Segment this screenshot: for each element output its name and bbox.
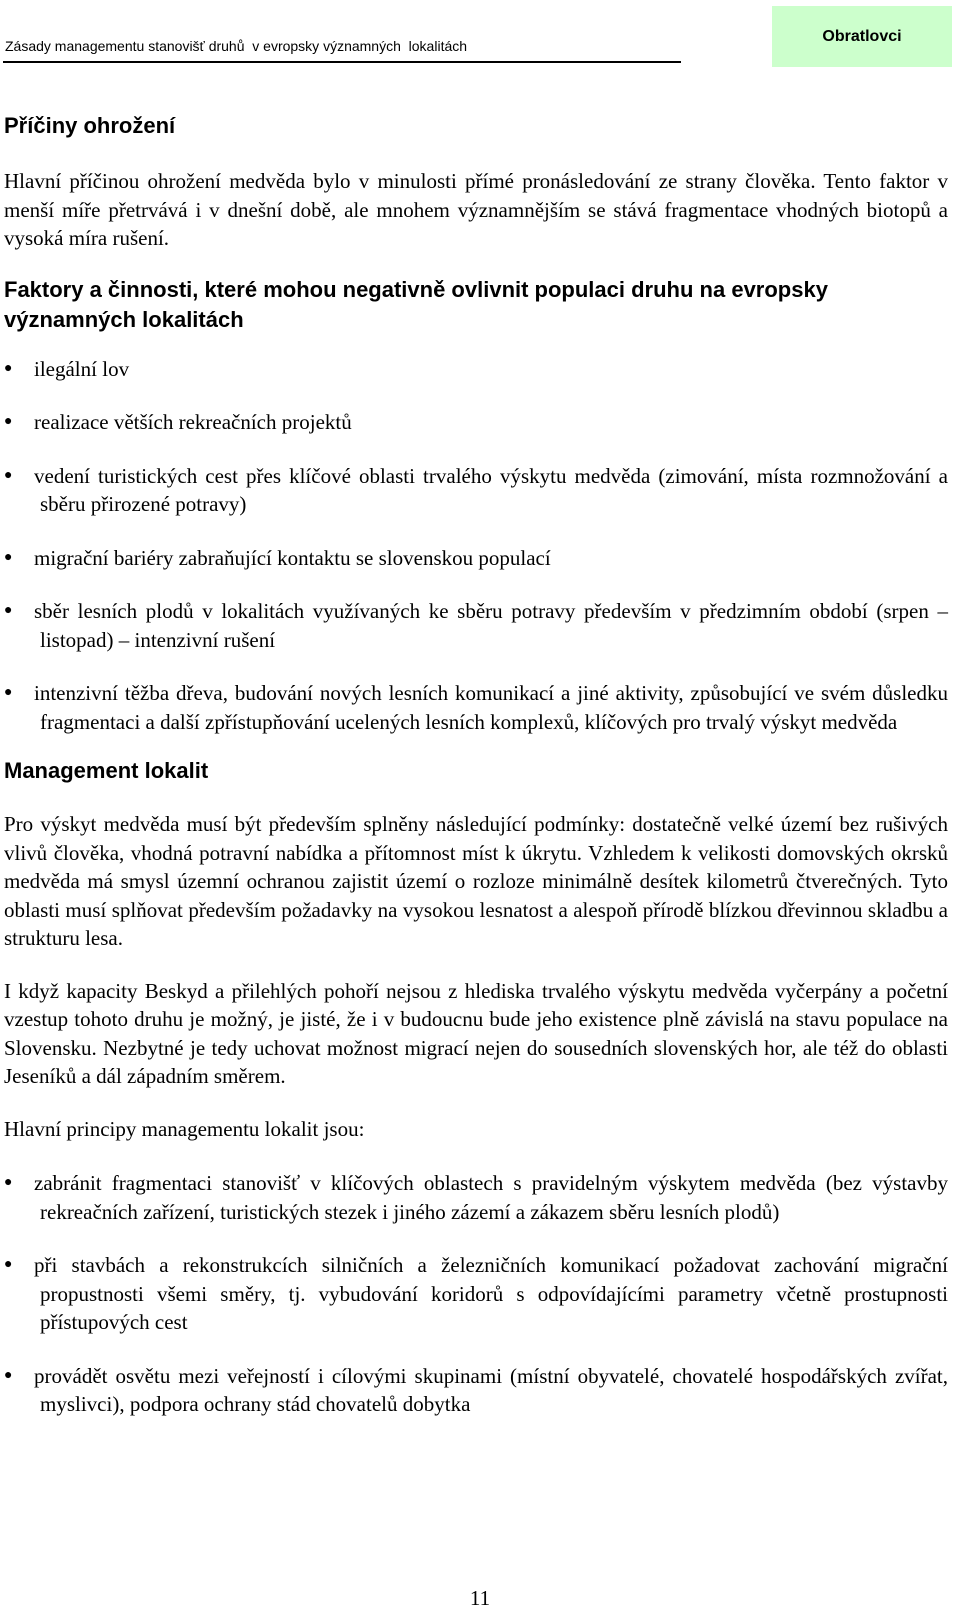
- bullet-icon: ●: [4, 1175, 13, 1190]
- bullet-icon: ●: [4, 685, 13, 700]
- principles-intro: Hlavní principy managementu lokalit jsou:: [4, 1116, 365, 1141]
- list-item: ● při stavbách a rekonstrukcích silničních a železničních komunikací požadovat zachování migrační propustnosti všemi směry, tj. vybudování koridorů s odpovídajícími parametry včetně prostupnosti přístupových cest: [4, 1253, 948, 1334]
- list-item: ● zabránit fragmentaci stanovišť v klíčových oblastech s pravidelným výskytem medvěda (bez výstavby rekreačních zařízení, turistických stezek i jiného zázemí a zákazem sběru lesních plodů): [4, 1171, 948, 1224]
- list-item: ● sběr lesních plodů v lokalitách využívaných ke sběru potravy především v předzimním období (srpen – listopad) – intenzivní rušení: [4, 599, 948, 652]
- list-item: ● vedení turistických cest přes klíčové oblasti trvalého výskytu medvěda (zimování, místa rozmnožování a sběru přirozené potravy): [4, 463, 948, 516]
- bullet-icon: ●: [4, 603, 13, 618]
- bullet-icon: ●: [4, 360, 13, 376]
- list-item: ● realizace větších rekreačních projektů: [4, 408, 948, 437]
- page-content: [4, 111, 948, 1419]
- category-badge: Obratlovci: [772, 6, 952, 67]
- management-heading: Management lokalit: [4, 758, 209, 783]
- list-item: ● migrační bariéry zabraňující kontaktu se slovenskou populací: [4, 544, 948, 573]
- bullet-icon: ●: [4, 1367, 13, 1383]
- management-paragraph-1: Pro výskyt medvěda musí být především splněny následující podmínky: dostatečně velké území bez rušivých vlivů člověka, vhodná potravní nabídka a přítomnost míst k úkrytu. Vzhledem k velikosti domovských okrsků medvěda má smysl územní ochranou zajistit území o rozloze minimálně desítek kilometrů čtverečných. Tyto oblasti musí splňovat především požadavky na vysokou lesnatost a alespoň přírodě blízkou dřevinnou skladbu a strukturu lesa.: [4, 812, 948, 950]
- threats-heading: Příčiny ohrožení: [4, 113, 176, 138]
- threats-paragraph: Hlavní příčinou ohrožení medvěda bylo v minulosti přímé pronásledování ze strany člověka. Tento faktor v menší míře přetrvává i v dnešní době, ale mnohem významnějším se stává fragmentace vhodných biotopů a vysoká míra rušení.: [4, 169, 948, 250]
- header-rule: [3, 61, 681, 63]
- management-paragraph-2: I když kapacity Beskyd a přilehlých pohoří nejsou z hlediska trvalého výskytu medvěda vyčerpány a početní vzestup tohoto druhu je možný, je jisté, že i v budoucnu bude jeho existence plně závislá na stavu populace na Slovensku. Nezbytné je tedy uchovat možnost migrací nejen do sousedních slovenských hor, ale též do oblasti Jeseníků a dál západním směrem.: [4, 978, 948, 1088]
- list-item: ● ilegální lov: [4, 355, 948, 384]
- factors-list: [4, 355, 948, 737]
- bullet-icon: ●: [4, 414, 13, 429]
- page-number: 11: [469, 1586, 491, 1610]
- list-item: ● provádět osvětu mezi veřejností i cílovými skupinami (místní obyvatelé, chovatelé hospodářských zvířat, myslivci), podpora ochrany stád chovatelů dobytka: [4, 1363, 948, 1416]
- factors-heading: Faktory a činnosti, které mohou negativně ovlivnit populaci druhu na evropsky významných lokalitách: [4, 276, 828, 332]
- running-header-title: Zásady managementu stanovišť druhů v evropsky významných lokalitách: [5, 38, 468, 54]
- bullet-icon: ●: [4, 549, 13, 565]
- bullet-icon: ●: [4, 467, 13, 483]
- principles-list: [4, 1169, 948, 1419]
- bullet-icon: ●: [4, 1257, 13, 1272]
- list-item: ● intenzivní těžba dřeva, budování nových lesních komunikací a jiné aktivity, způsobující ve svém důsledku fragmentaci a další zpřístupňování ucelených lesních komplexů, klíčových pro trvalý výskyt medvěda: [4, 681, 948, 734]
